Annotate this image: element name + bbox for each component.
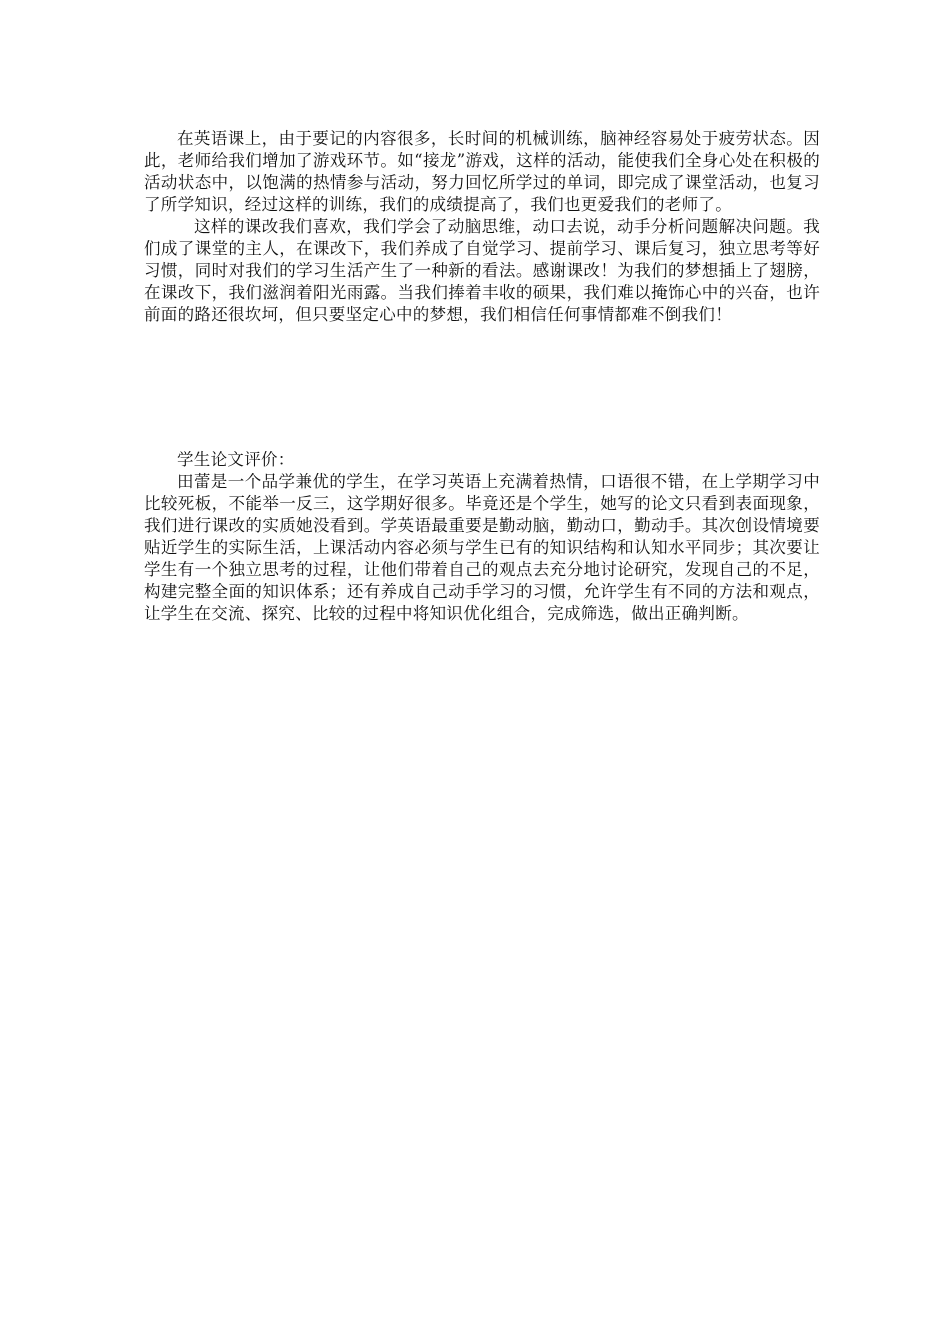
essay-body <box>144 128 820 326</box>
evaluation-paragraph: 田蕾是一个品学兼优的学生，在学习英语上充满着热情，口语很不错，在上学期学习中比较死板，不能举一反三，这学期好很多。毕竟还是个学生，她写的论文只看到表面现象，我们进行课改的实质她没看到。学英语最重要是勤动脑，勤动口，勤动手。其次创设情境要贴近学生的实际生活，上课活动内容必须与学生已有的知识结构和认知水平同步；其次要让学生有一个独立思考的过程，让他们带着自己的观点去充分地讨论研究，发现自己的不足，构建完整全面的知识体系；还有养成自己动手学习的习惯，允许学生有不同的方法和观点，让学生在交流、探究、比较的过程中将知识优化组合，完成筛选，做出正确判断。 <box>144 472 820 623</box>
evaluation-section <box>144 449 820 625</box>
essay-paragraph-1: 在英语课上，由于要记的内容很多，长时间的机械训练，脑神经容易处于疲劳状态。因此，老师给我们增加了游戏环节。如“接龙”游戏，这样的活动，能使我们全身心处在积极的活动状态中，以饱满的热情参与活动，努力回忆所学过的单词，即完成了课堂活动，也复习了所学知识，经过这样的训练，我们的成绩提高了，我们也更爱我们的老师了。 <box>144 129 820 214</box>
evaluation-heading: 学生论文评价： <box>177 450 295 469</box>
essay-paragraph-2: 这样的课改我们喜欢，我们学会了动脑思维，动口去说，动手分析问题解决问题。我们成了课堂的主人，在课改下，我们养成了自觉学习、提前学习、课后复习，独立思考等好习惯，同时对我们的学习生活产生了一种新的看法。感谢课改！为我们的梦想插上了翅膀，在课改下，我们滋润着阳光雨露。当我们捧着丰收的硕果，我们难以掩饰心中的兴奋，也许前面的路还很坎坷，但只要坚定心中的梦想，我们相信任何事情都难不倒我们！ <box>144 217 820 324</box>
